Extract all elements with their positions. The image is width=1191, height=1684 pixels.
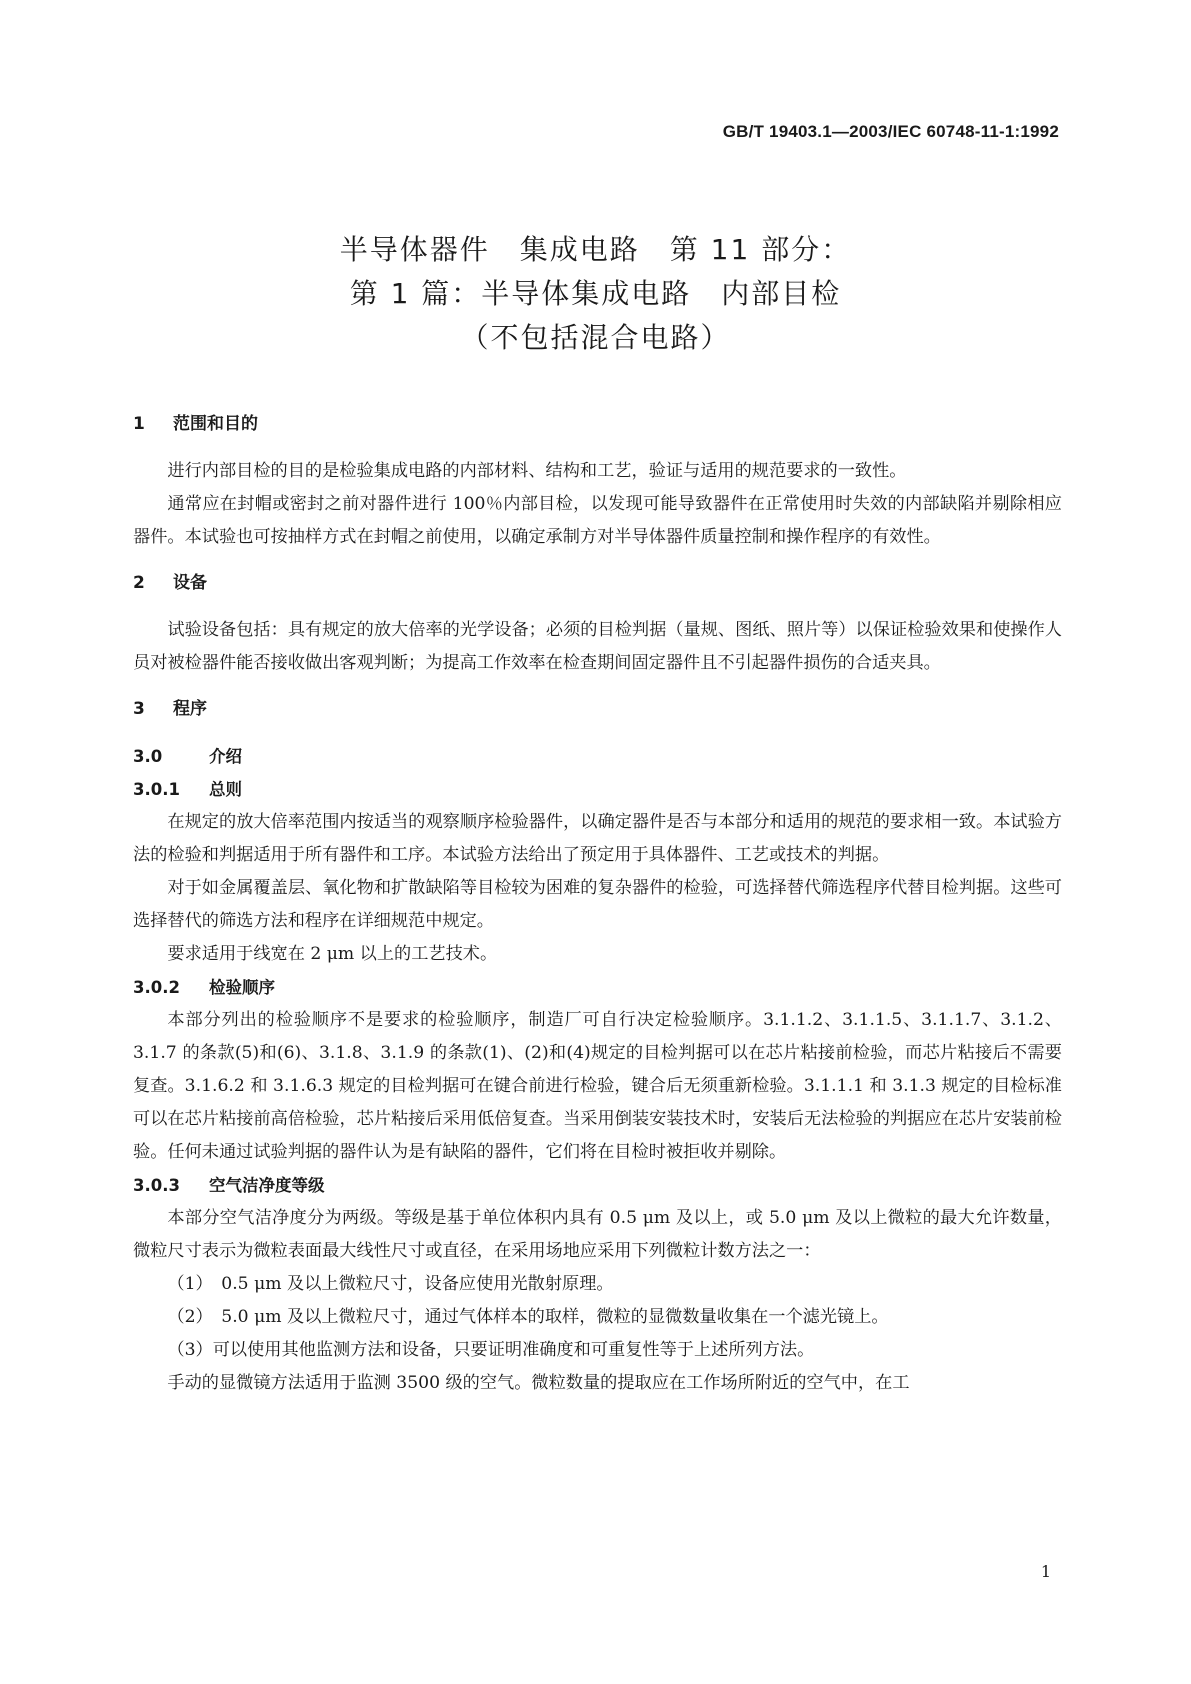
subsection-title: 检验顺序 [209,978,275,997]
section-number: 2 [133,573,145,593]
section-heading-3 [133,694,1062,724]
paragraph: 手动的显微镜方法适用于监测 3500 级的空气。微粒数量的提取应在工作场所附近的空气中，在工 [167,1373,910,1393]
paragraph: 进行内部目检的目的是检验集成电路的内部材料、结构和工艺，验证与适用的规范要求的一致性。 [167,461,907,481]
section-title: 范围和目的 [173,414,258,434]
subsection-heading-3-0-2 [133,971,1062,1004]
section-title: 设备 [173,573,207,593]
page-number: 1 [1040,1562,1051,1581]
paragraph: 试验设备包括：具有规定的放大倍率的光学设备；必须的目检判据（量规、图纸、照片等）以保证检验效果和使操作人员对被检器件能否接收做出客观判断；为提高工作效率在检查期间固定器件且不引起器件损伤的合适夹具。 [133,620,1062,673]
title-line-1: 半导体器件 集成电路 第 11 部分： [339,233,852,266]
document-code: GB/T 19403.1—2003/IEC 60748-11-1:1992 [722,122,1059,141]
section-heading-2 [133,568,1062,598]
subsection-heading-3-0-3 [133,1169,1062,1202]
list-item: （2） 5.0 μm 及以上微粒尺寸，通过气体样本的取样，微粒的显微数量收集在一个滤光镜上。 [167,1307,889,1327]
document-body [133,409,1062,1400]
subsection-title: 介绍 [209,747,242,766]
subsection-number: 3.0.3 [133,1176,180,1195]
paragraph: 要求适用于线宽在 2 μm 以上的工艺技术。 [167,944,498,964]
paragraph: 在规定的放大倍率范围内按适当的观察顺序检验器件，以确定器件是否与本部分和适用的规范的要求相一致。本试验方法的检验和判据适用于所有器件和工序。本试验方法给出了预定用于具体器件、工艺或技术的判据。 [133,812,1062,865]
document-title [0,228,1191,360]
subsection-number: 3.0 [133,747,163,766]
subsection-title: 空气洁净度等级 [209,1176,325,1195]
subsection-number: 3.0.2 [133,978,180,997]
title-line-2: 第 1 篇：半导体集成电路 内部目检 [349,277,842,310]
section-number: 3 [133,699,145,719]
paragraph: 对于如金属覆盖层、氧化物和扩散缺陷等目检较为困难的复杂器件的检验，可选择替代筛选程序代替目检判据。这些可选择替代的筛选方法和程序在详细规范中规定。 [133,878,1062,931]
section-title: 程序 [173,699,207,719]
title-line-3: （不包括混合电路） [460,321,731,354]
subsection-title: 总则 [209,780,242,799]
paragraph: 本部分列出的检验顺序不是要求的检验顺序，制造厂可自行决定检验顺序。3.1.1.2、3.1.1.5、3.1.1.7、3.1.2、3.1.7 的条款(5)和(6)、3.1.8、3.1.9 的条款(1)、(2)和(4)规定的目检判据可以在芯片粘接前检验，而芯片粘接后不需要复查。3.1.6.2 和 3.1.6.3 规定的目检判据可在键合前进行检验，键合后无须重新检验。3.1.1.1 和 3.1.3 规定的目检标准可以在芯片粘接前高倍检验，芯片粘接后采用低倍复查。当采用倒装安装技术时，安装后无法检验的判据应在芯片安装前检验。任何未通过试验判据的器件认为是有缺陷的器件，它们将在目检时被拒收并剔除。 [133,1010,1062,1162]
subsection-number: 3.0.1 [133,780,180,799]
list-item: （1） 0.5 μm 及以上微粒尺寸，设备应使用光散射原理。 [167,1274,614,1294]
paragraph: 通常应在封帽或密封之前对器件进行 100％内部目检，以发现可能导致器件在正常使用时失效的内部缺陷并剔除相应器件。本试验也可按抽样方式在封帽之前使用，以确定承制方对半导体器件质量控制和操作程序的有效性。 [133,494,1062,547]
section-heading-1 [133,409,1062,439]
section-number: 1 [133,414,145,434]
subsection-heading-3-0-1 [133,773,1062,806]
subsection-heading-3-0 [133,740,1062,773]
list-item: （3）可以使用其他监测方法和设备，只要证明准确度和可重复性等于上述所列方法。 [167,1340,815,1360]
paragraph: 本部分空气洁净度分为两级。等级是基于单位体积内具有 0.5 μm 及以上，或 5.0 μm 及以上微粒的最大允许数量，微粒尺寸表示为微粒表面最大线性尺寸或直径，在采用场地应采用下列微粒计数方法之一： [133,1208,1062,1261]
